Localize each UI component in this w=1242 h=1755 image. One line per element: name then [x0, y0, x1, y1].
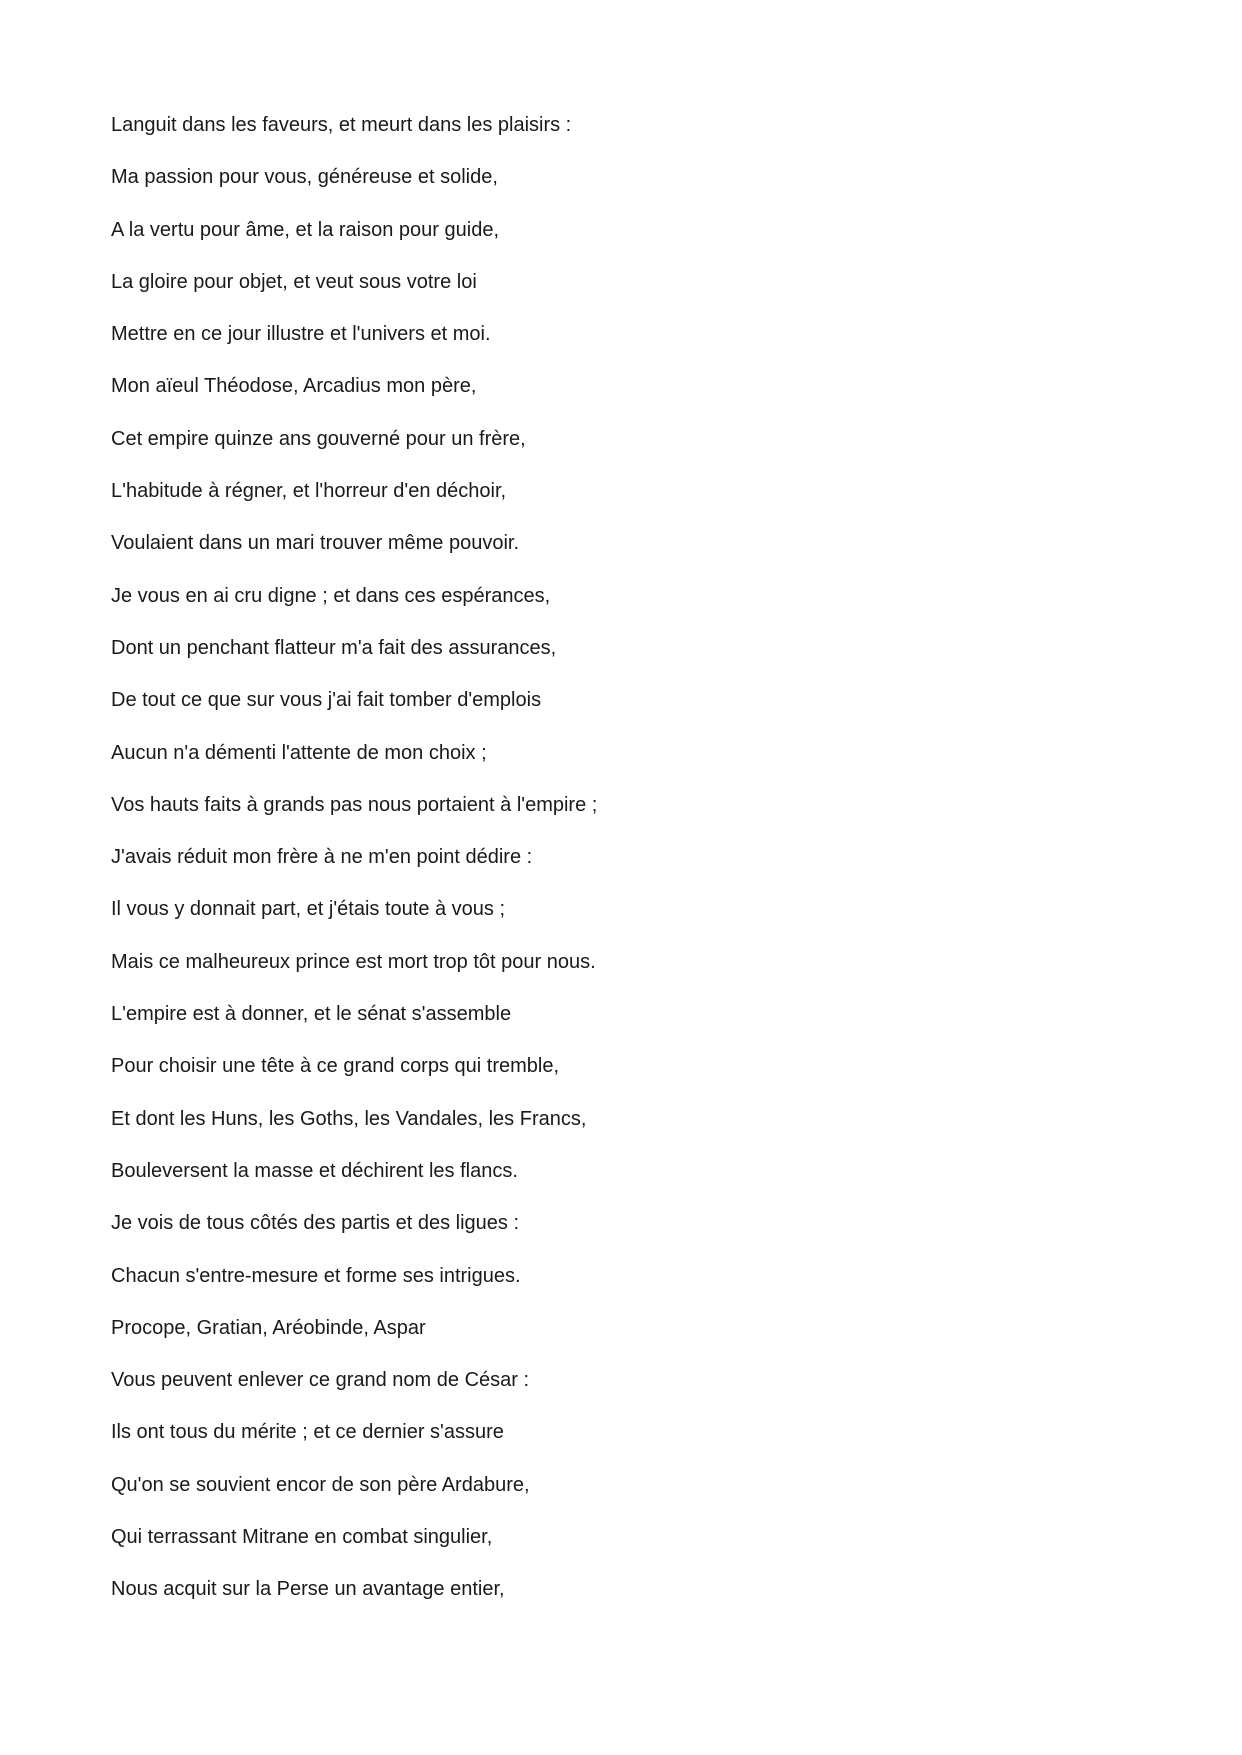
verse-line: Qu'on se souvient encor de son père Ardabure, [111, 1473, 530, 1496]
verse-line: Mais ce malheureux prince est mort trop tôt pour nous. [111, 950, 596, 973]
verse-line: Je vois de tous côtés des partis et des ligues : [111, 1212, 519, 1235]
verse-list [111, 111, 597, 1628]
verse-line: Languit dans les faveurs, et meurt dans les plaisirs : [111, 114, 572, 136]
verse-line: Vous peuvent enlever ce grand nom de César : [111, 1369, 530, 1392]
verse-line: A la vertu pour âme, et la raison pour guide, [111, 218, 500, 241]
verse-line: Ils ont tous du mérite ; et ce dernier s'assure [111, 1421, 504, 1444]
verse-line: Et dont les Huns, les Goths, les Vandales, les Francs, [111, 1107, 587, 1130]
verse-line: Pour choisir une tête à ce grand corps qui tremble, [111, 1055, 560, 1078]
verse-line: Dont un penchant flatteur m'a fait des assurances, [111, 636, 557, 659]
verse-line: Ma passion pour vous, généreuse et solide, [111, 166, 498, 189]
verse-line: Vos hauts faits à grands pas nous portaient à l'empire ; [111, 793, 598, 816]
verse-line: Je vous en ai cru digne ; et dans ces espérances, [111, 584, 551, 607]
verse-line: Qui terrassant Mitrane en combat singulier, [111, 1526, 493, 1549]
verse-line: Voulaient dans un mari trouver même pouvoir. [111, 532, 519, 555]
verse-line: Procope, Gratian, Aréobinde, Aspar [111, 1316, 426, 1339]
verse-line: L'empire est à donner, et le sénat s'assemble [111, 1003, 512, 1026]
verse-line: Il vous y donnait part, et j'étais toute à vous ; [111, 898, 506, 921]
verse-line: Mon aïeul Théodose, Arcadius mon père, [111, 375, 477, 398]
verse-line: Aucun n'a démenti l'attente de mon choix ; [111, 741, 487, 764]
verse-line: De tout ce que sur vous j'ai fait tomber d'emplois [111, 689, 542, 712]
verse-line: J'avais réduit mon frère à ne m'en point dédire : [111, 846, 533, 869]
verse-line: Chacun s'entre-mesure et forme ses intrigues. [111, 1264, 521, 1287]
verse-line: Bouleversent la masse et déchirent les flancs. [111, 1159, 518, 1182]
verse-line: Mettre en ce jour illustre et l'univers et moi. [111, 323, 491, 346]
verse-line: Cet empire quinze ans gouverné pour un frère, [111, 427, 526, 450]
verse-line: L'habitude à régner, et l'horreur d'en déchoir, [111, 480, 507, 503]
verse-line: La gloire pour objet, et veut sous votre loi [111, 270, 477, 293]
verse-line: Nous acquit sur la Perse un avantage entier, [111, 1578, 505, 1601]
